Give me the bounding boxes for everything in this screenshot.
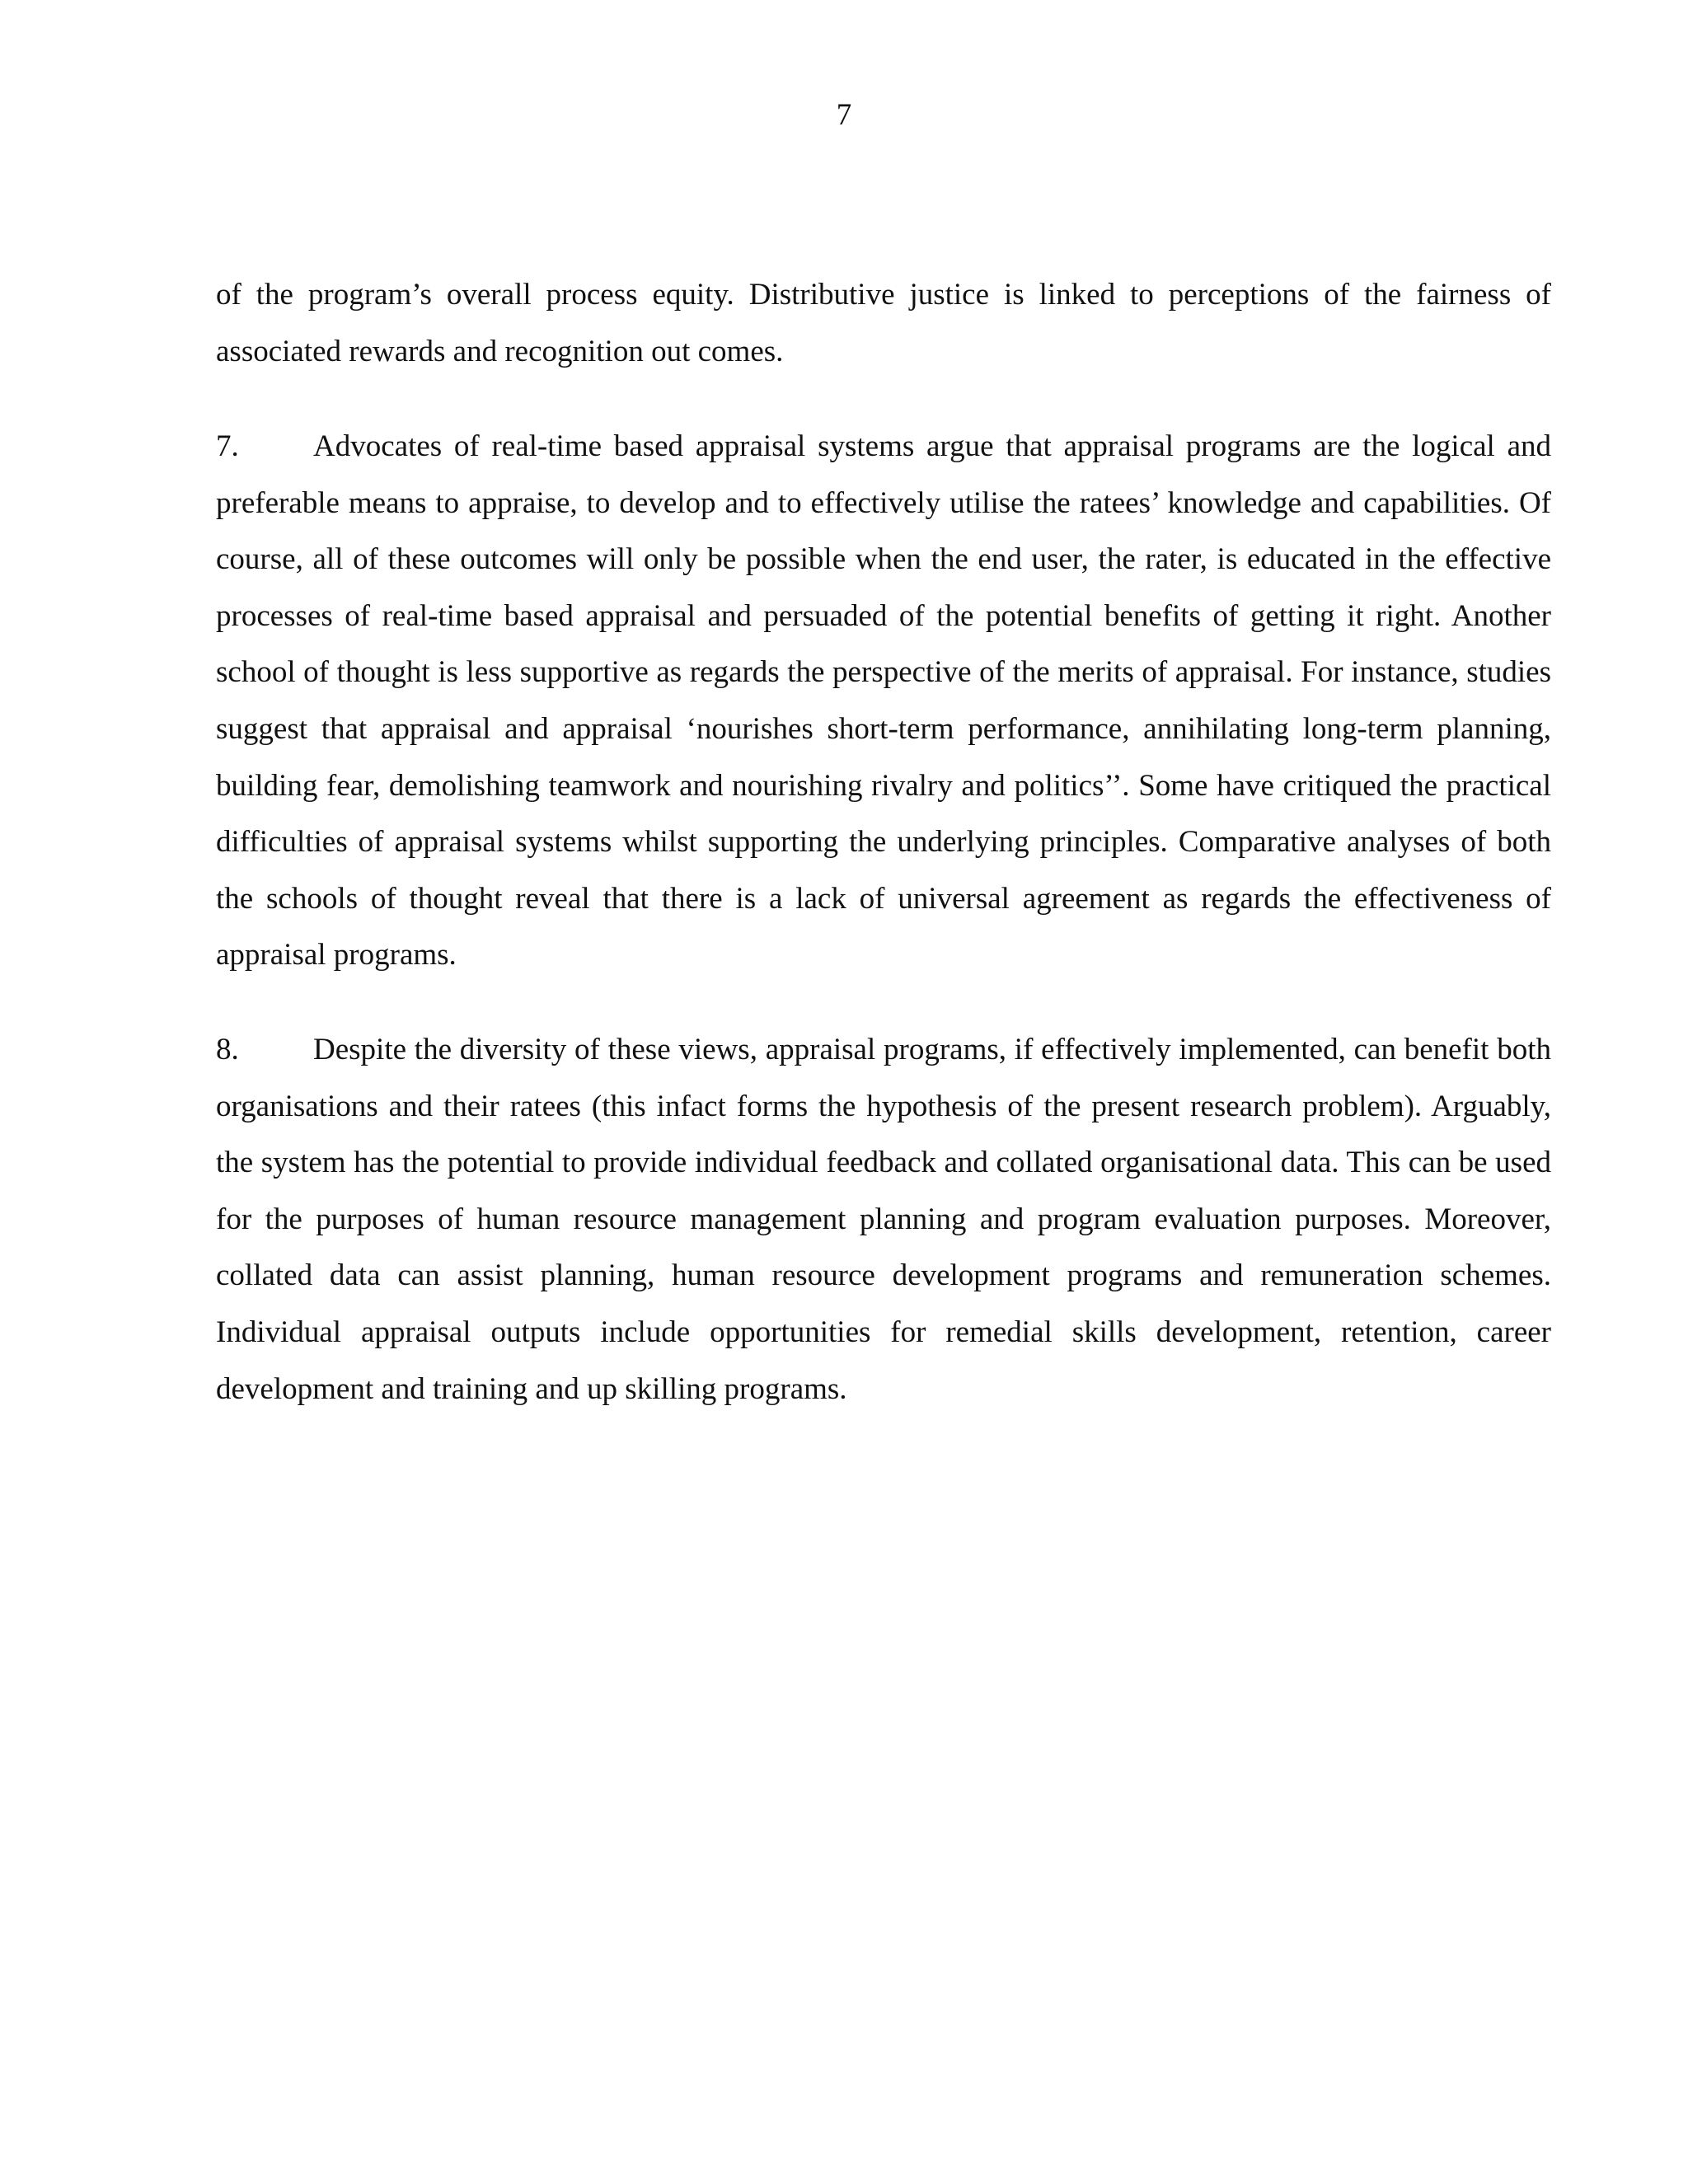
paragraph-7 <box>216 419 1551 984</box>
paragraph-number: 8. <box>216 1033 239 1066</box>
paragraph-continuation <box>216 267 1551 380</box>
paragraph-text: Despite the diversity of these views, appraisal programs, if effectively implemented, can benefit both organisations and their ratees (this infact forms the hypothesis of the present research problem). Arguably, the system has the potential to provide individual feedback and collated organisational data. This can be used for the purposes of human resource management planning and program evaluation purposes. Moreover, collated data can assist planning, human resource development programs and remuneration schemes. Individual appraisal outputs include opportunities for remedial skills development, retention, career development and training and up skilling programs. <box>216 1033 1551 1406</box>
paragraph-number: 7. <box>216 429 239 463</box>
paragraph-text: Advocates of real-time based appraisal systems argue that appraisal programs are the logical and preferable means to appraise, to develop and to effectively utilise the ratees’ knowledge and capabilities. Of course, all of these outcomes will only be possible when the end user, the rater, is educated in the effective processes of real-time based appraisal and persuaded of the potential benefits of getting it right. Another school of thought is less supportive as regards the perspective of the merits of appraisal. For instance, studies suggest that appraisal and appraisal ‘nourishes short-term performance, annihilating long-term planning, building fear, demolishing teamwork and nourishing rivalry and politics’’. Some have critiqued the practical difficulties of appraisal systems whilst supporting the underlying principles. Comparative analyses of both the schools of thought reveal that there is a lack of universal agreement as regards the effectiveness of appraisal programs. <box>216 429 1551 972</box>
paragraph-text: of the program’s overall process equity. Distributive justice is linked to perceptions of the fairness of associated rewards and recognition out comes. <box>216 278 1551 368</box>
paragraph-8 <box>216 1022 1551 1418</box>
page-number: 7 <box>836 98 852 132</box>
